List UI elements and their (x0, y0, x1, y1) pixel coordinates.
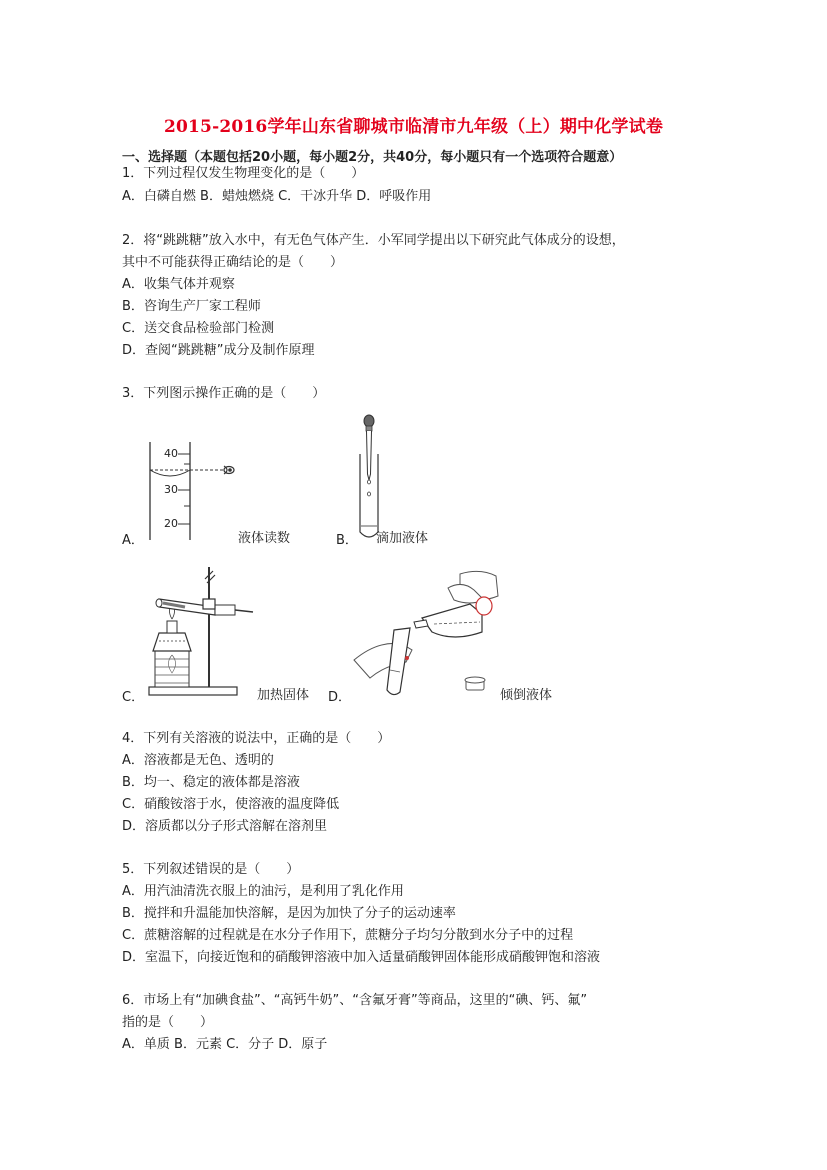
q5-option-c: C．蔗糖溶解的过程就是在水分子作用下，蔗糖分子均匀分散到水分子中的过程 (122, 928, 574, 943)
section-heading: 一、选择题（本题包括20小题，每小题2分，共40分，每小题只有一个选项符合题意） (122, 150, 623, 165)
q2-option-d: D．查阅“跳跳糖”成分及制作原理 (122, 343, 315, 358)
q3-option-a-caption: 液体读数 (238, 531, 291, 546)
q4-option-b: B．均一、稳定的液体都是溶液 (122, 775, 300, 790)
q5-option-a: A．用汽油清洗衣服上的油污，是利用了乳化作用 (122, 884, 404, 899)
q4-stem: 4．下列有关溶液的说法中，正确的是（ ） (122, 731, 391, 746)
q3-option-b-letter: B． (336, 533, 358, 548)
q4-option-d: D．溶质都以分子形式溶解在溶剂里 (122, 819, 328, 834)
q4-option-a: A．溶液都是无色、透明的 (122, 753, 274, 768)
q3-option-b-caption: 滴加液体 (376, 531, 429, 546)
q3-option-d-letter: D． (328, 690, 352, 705)
q2-option-b: B．咨询生产厂家工程师 (122, 299, 261, 314)
cylinder-tick-30: 30 (164, 483, 178, 496)
q3-option-a-letter: A． (122, 533, 144, 548)
q3-option-d-caption: 倾倒液体 (500, 688, 553, 703)
q1-stem: 1．下列过程仅发生物理变化的是（ ） (122, 166, 365, 181)
q5-option-b: B．搅拌和升温能加快溶解，是因为加快了分子的运动速率 (122, 906, 456, 921)
q6-options: A．单质 B．元素 C．分子 D．原子 (122, 1037, 328, 1052)
heating-solid-figure (145, 563, 260, 698)
q5-stem: 5．下列叙述错误的是（ ） (122, 862, 300, 877)
q3-option-c-letter: C． (122, 690, 145, 705)
q2-stem-line1: 2．将“跳跳糖”放入水中，有无色气体产生．小军同学提出以下研究此气体成分的设想， (122, 233, 625, 248)
q2-option-c: C．送交食品检验部门检测 (122, 321, 275, 336)
q6-stem-line2: 指的是（ ） (122, 1015, 214, 1030)
exam-title: 2015-2016学年山东省聊城市临清市九年级（上）期中化学试卷 (163, 117, 664, 137)
q2-stem-line2: 其中不可能获得正确结论的是（ ） (122, 255, 344, 270)
q3-stem: 3．下列图示操作正确的是（ ） (122, 386, 326, 401)
q5-option-d: D．室温下，向接近饱和的硝酸钾溶液中加入适量硝酸钾固体能形成硝酸钾饱和溶液 (122, 950, 601, 965)
pouring-liquid-figure (350, 566, 510, 706)
q1-options: A．白磷自燃 B．蜡烛燃烧 C．干冰升华 D．呼吸作用 (122, 189, 432, 204)
q3-option-c-caption: 加热固体 (257, 688, 310, 703)
q2-option-a: A．收集气体并观察 (122, 277, 235, 292)
q6-stem-line1: 6．市场上有“加碘食盐”、“高钙牛奶”、“含氟牙膏”等商品，这里的“碘、钙、氟” (122, 993, 588, 1008)
cylinder-tick-40: 40 (164, 447, 178, 460)
cylinder-tick-20: 20 (164, 517, 178, 530)
graduated-cylinder-figure (140, 440, 250, 545)
q4-option-c: C．硝酸铵溶于水，使溶液的温度降低 (122, 797, 340, 812)
